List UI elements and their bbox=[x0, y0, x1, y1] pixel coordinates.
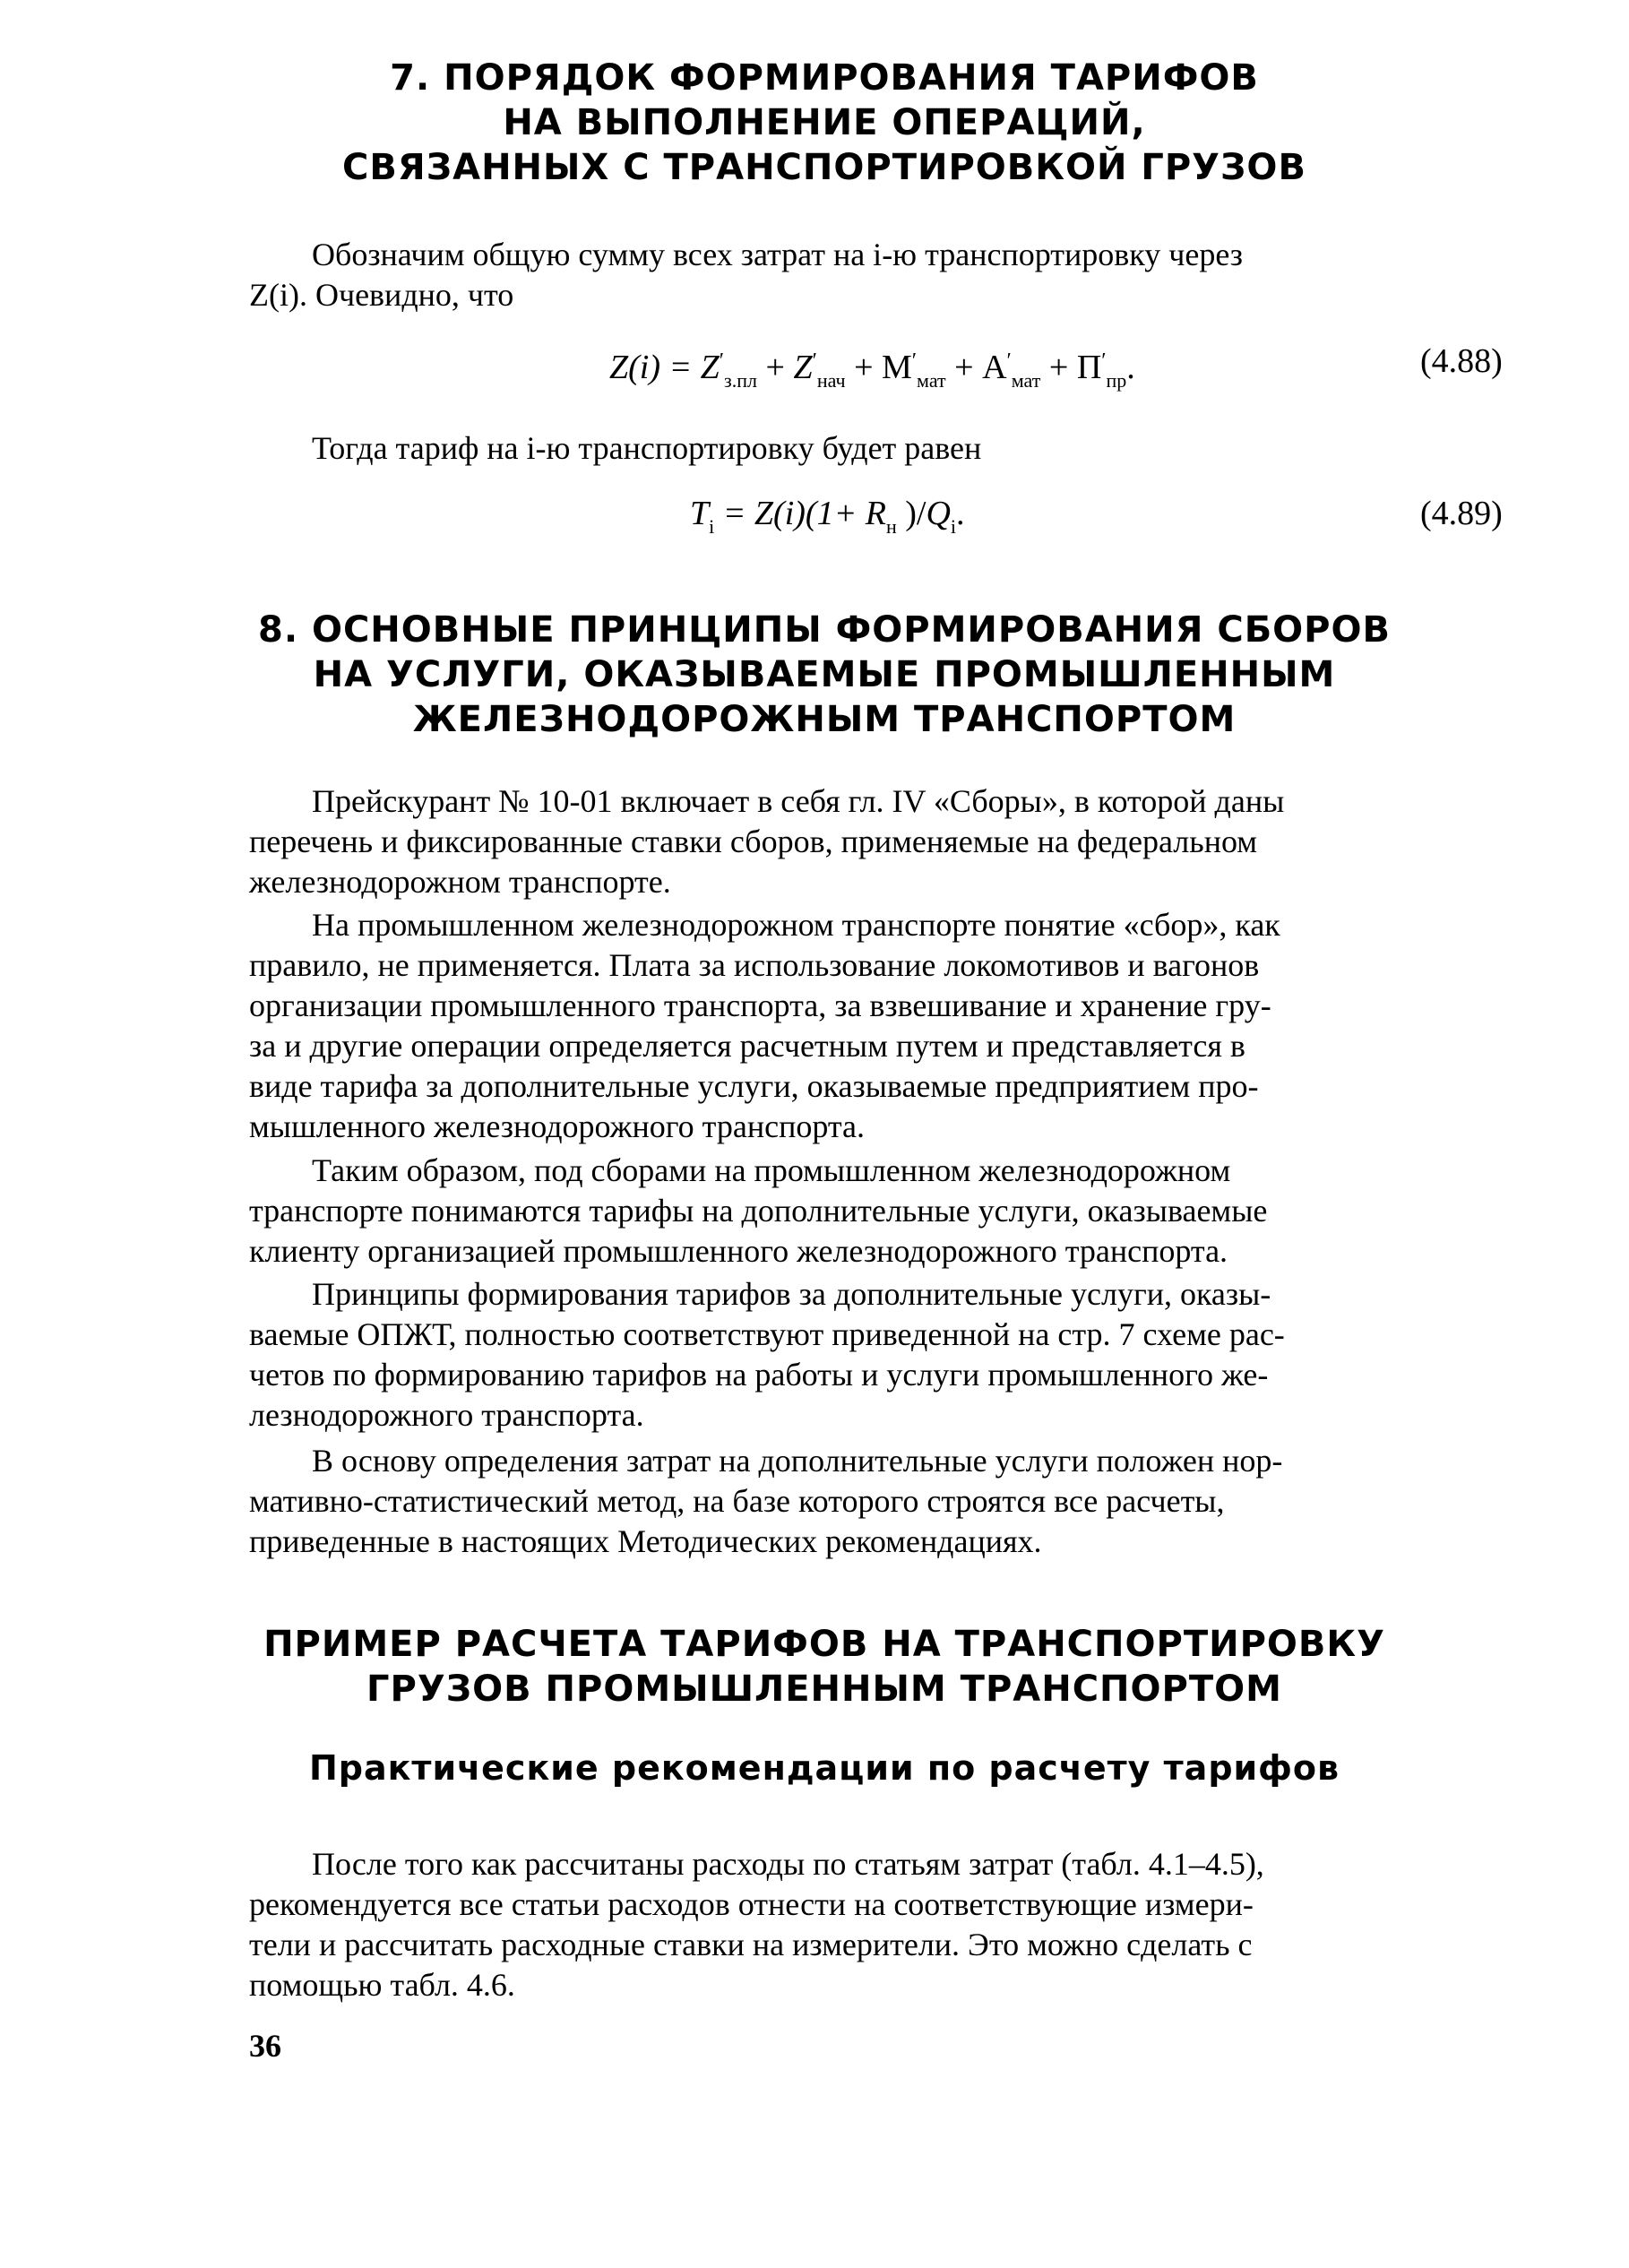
text-line: рекомендуется все статьи расходов отнести на соответствующие измери- bbox=[249, 1886, 1254, 1922]
formula-sup: ′ bbox=[911, 349, 918, 373]
formula-sub: i bbox=[950, 515, 957, 538]
heading-line: ЖЕЛЕЗНОДОРОЖНЫМ ТРАНСПОРТОМ bbox=[412, 699, 1237, 740]
formula-sub: нач bbox=[816, 369, 846, 392]
text-line: организации промышленного транспорта, за взвешивание и хранение гру- bbox=[249, 987, 1271, 1023]
heading-line: ГРУЗОВ ПРОМЫШЛЕННЫМ ТРАНСПОРТОМ bbox=[366, 1669, 1282, 1710]
formula-part: + bbox=[757, 349, 794, 386]
formula-part: T bbox=[690, 495, 710, 532]
formula-part: Q bbox=[926, 495, 951, 532]
formula-4-89 bbox=[690, 491, 965, 549]
text-line: Обозначим общую сумму всех затрат на i-ю транспортировку через bbox=[312, 237, 1243, 272]
heading-line: 7. ПОРЯДОК ФОРМИРОВАНИЯ ТАРИФОВ bbox=[390, 57, 1259, 99]
formula-part: Z bbox=[793, 349, 813, 386]
formula-sub: i bbox=[709, 515, 715, 538]
text-line: Принципы формирования тарифов за дополнительные услуги, оказы- bbox=[312, 1276, 1271, 1312]
formula-sup: ′ bbox=[812, 349, 817, 373]
section-7-intro bbox=[249, 235, 1548, 315]
section-8-paragraph-1 bbox=[249, 781, 1548, 902]
text-line: Z(i). Очевидно, что bbox=[249, 277, 514, 313]
text-line: лезнодорожного транспорта. bbox=[249, 1397, 644, 1433]
text-line: клиенту организацией промышленного железнодорожного транспорта. bbox=[249, 1233, 1228, 1269]
formula-part: М bbox=[882, 349, 912, 386]
equation-number-4-89: (4.89) bbox=[1420, 495, 1503, 532]
section-8-heading bbox=[242, 608, 1407, 742]
text-line: мативно-статистический метод, на базе которого строятся все расчеты, bbox=[249, 1483, 1225, 1519]
text-line: перечень и фиксированные ставки сборов, применяемые на федеральном bbox=[249, 824, 1258, 859]
heading-line: НА ВЫПОЛНЕНИЕ ОПЕРАЦИЙ, bbox=[503, 102, 1146, 143]
heading-line: СВЯЗАННЫХ С ТРАНСПОРТИРОВКОЙ ГРУЗОВ bbox=[342, 147, 1306, 188]
text-line: за и другие операции определяется расчетным путем и представляется в bbox=[249, 1028, 1245, 1064]
equation-number-4-88: (4.88) bbox=[1420, 342, 1503, 380]
heading-line: ПРИМЕР РАСЧЕТА ТАРИФОВ НА ТРАНСПОРТИРОВКУ bbox=[263, 1624, 1385, 1665]
example-subheading: Практические рекомендации по расчету тарифов bbox=[308, 1748, 1340, 1788]
formula-sub: з.пл bbox=[724, 369, 757, 392]
text-line: виде тарифа за дополнительные услуги, оказываемые предприятием про- bbox=[249, 1068, 1259, 1104]
text-line: транспорте понимаются тарифы на дополнительные услуги, оказываемые bbox=[249, 1193, 1268, 1229]
text-line: После того как рассчитаны расходы по статьям затрат (табл. 4.1–4.5), bbox=[312, 1846, 1264, 1882]
heading-line: 8. ОСНОВНЫЕ ПРИНЦИПЫ ФОРМИРОВАНИЯ СБОРОВ bbox=[257, 609, 1391, 651]
formula-sub: н bbox=[885, 515, 897, 538]
text-line: Прейскурант № 10-01 включает в себя гл. IV «Сборы», в которой даны bbox=[312, 783, 1285, 819]
example-paragraph bbox=[249, 1844, 1548, 2005]
formula-part: Z bbox=[700, 349, 720, 386]
formula-sub: мат bbox=[1011, 369, 1041, 392]
formula-sup: ′ bbox=[719, 349, 725, 373]
formula-part: + bbox=[1040, 349, 1077, 386]
text-line: В основу определения затрат на дополнительные услуги положен нор- bbox=[312, 1443, 1283, 1479]
heading-line: НА УСЛУГИ, ОКАЗЫВАЕМЫЕ ПРОМЫШЛЕННЫМ bbox=[313, 654, 1336, 695]
section-7-heading bbox=[242, 56, 1407, 190]
formula-part: + bbox=[945, 349, 983, 386]
formula-sub: мат bbox=[917, 369, 946, 392]
section-8-paragraph-5 bbox=[249, 1441, 1548, 1562]
formula-part: + bbox=[845, 349, 882, 386]
formula-part: Z(i) = bbox=[609, 349, 701, 386]
text-line: тели и рассчитать расходные ставки на измерители. Это можно сделать с bbox=[249, 1927, 1253, 1962]
text-line: железнодорожном транспорте. bbox=[249, 864, 671, 900]
section-8-paragraph-2 bbox=[249, 905, 1548, 1147]
text-line: Таким образом, под сборами на промышленном железнодорожном bbox=[312, 1152, 1231, 1188]
text-line: правило, не применяется. Плата за использование локомотивов и вагонов bbox=[249, 947, 1260, 983]
formula-part: А bbox=[982, 349, 1007, 386]
example-heading bbox=[242, 1622, 1407, 1712]
formula-part: )/ bbox=[896, 495, 927, 532]
section-7-then bbox=[249, 428, 1548, 469]
formula-sub: пр bbox=[1106, 369, 1127, 392]
formula-part: = Z(i)(1+ bbox=[714, 495, 866, 532]
page-number: 36 bbox=[249, 2028, 281, 2064]
text-line: Тогда тариф на i-ю транспортировку будет равен bbox=[312, 430, 982, 466]
text-line: мышленного железнодорожного транспорта. bbox=[249, 1108, 866, 1144]
formula-sup: ′ bbox=[1101, 349, 1107, 373]
section-8-paragraph-4 bbox=[249, 1274, 1548, 1436]
text-line: приведенные в настоящих Методических рекомендациях. bbox=[249, 1523, 1042, 1559]
text-line: помощью табл. 4.6. bbox=[249, 1967, 515, 2003]
section-8-paragraph-3 bbox=[249, 1151, 1548, 1272]
formula-part: R bbox=[865, 495, 886, 532]
text-line: На промышленном железнодорожном транспорте понятие «сбор», как bbox=[312, 907, 1280, 943]
formula-4-88 bbox=[609, 339, 1135, 403]
formula-part: . bbox=[956, 495, 965, 532]
formula-part: . bbox=[1126, 349, 1135, 386]
text-line: четов по формированию тарифов на работы и услуги промышленного же- bbox=[249, 1357, 1269, 1393]
formula-sup: ′ bbox=[1006, 349, 1012, 373]
formula-part: П bbox=[1076, 349, 1102, 386]
text-line: ваемые ОПЖТ, полностью соответствуют приведенной на стр. 7 схеме рас- bbox=[249, 1316, 1285, 1352]
